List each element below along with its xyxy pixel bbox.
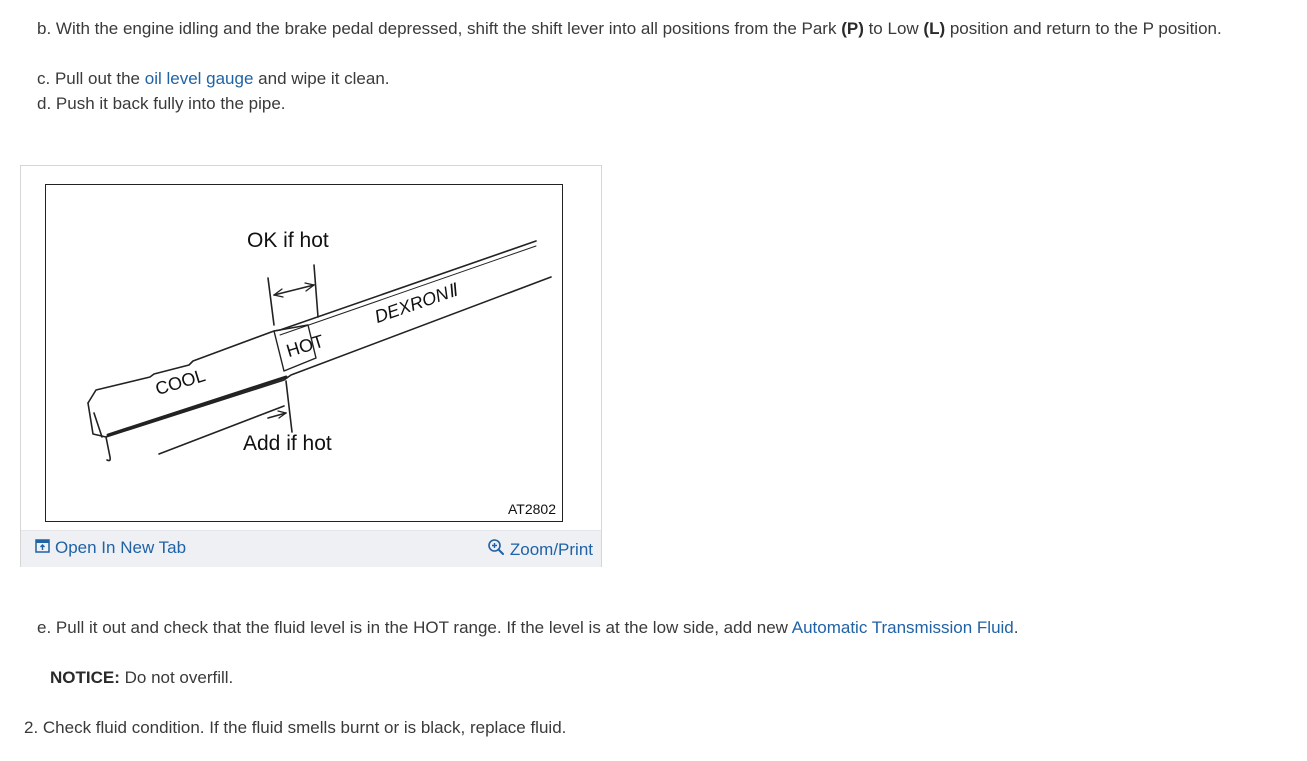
open-in-new-tab-button[interactable] [35,538,186,558]
low-label: (L) [923,19,946,38]
dipstick-bottom-edge [88,277,551,437]
automatic-transmission-fluid-link[interactable]: Automatic Transmission Fluid [791,618,1014,637]
zoom-print-button[interactable] [487,538,593,561]
open-in-new-tab-icon [35,538,50,558]
step-e-text: e. Pull it out and check that the fluid level is in the HOT range. If the level is at the low side, add new Automatic Transmission Fluid. [37,618,1019,637]
figure-code: AT2802 [508,501,556,517]
open-in-new-tab-label: Open In New Tab [55,538,187,557]
step-b-text: b. With the engine idling and the brake pedal depressed, shift the shift lever into all positions from the Park (P) to Low (L) position and return to the P position. [37,19,1222,38]
figure-toolbar [21,530,601,567]
step-c-text: c. Pull out the oil level gauge and wipe it clean. [37,69,390,88]
dipstick-illustration[interactable] [45,184,563,522]
cool-label: COOL [153,365,208,400]
notice-text: NOTICE: Do not overfill. [50,668,234,687]
park-label: (P) [841,19,864,38]
hot-label: HOT [284,330,327,362]
ok-range-right-tick [314,265,318,317]
zoom-print-label: Zoom/Print [509,539,593,559]
dipstick-top-edge-2 [280,246,536,335]
add-if-hot-label: Add if hot [243,432,332,455]
step-2-text: 2. Check fluid condition. If the fluid smells burnt or is black, replace fluid. [24,718,567,737]
ok-range-left-tick [268,278,274,325]
oil-level-gauge-link[interactable]: oil level gauge [144,69,254,88]
step-d-text: d. Push it back fully into the pipe. [37,94,286,113]
notice-label: NOTICE: [50,668,120,687]
ok-if-hot-label: OK if hot [247,229,329,252]
figure-container [20,165,602,567]
add-range-line [286,381,292,432]
dexron-label: DEXRONⅡ [372,280,460,327]
zoom-in-icon [487,538,505,561]
